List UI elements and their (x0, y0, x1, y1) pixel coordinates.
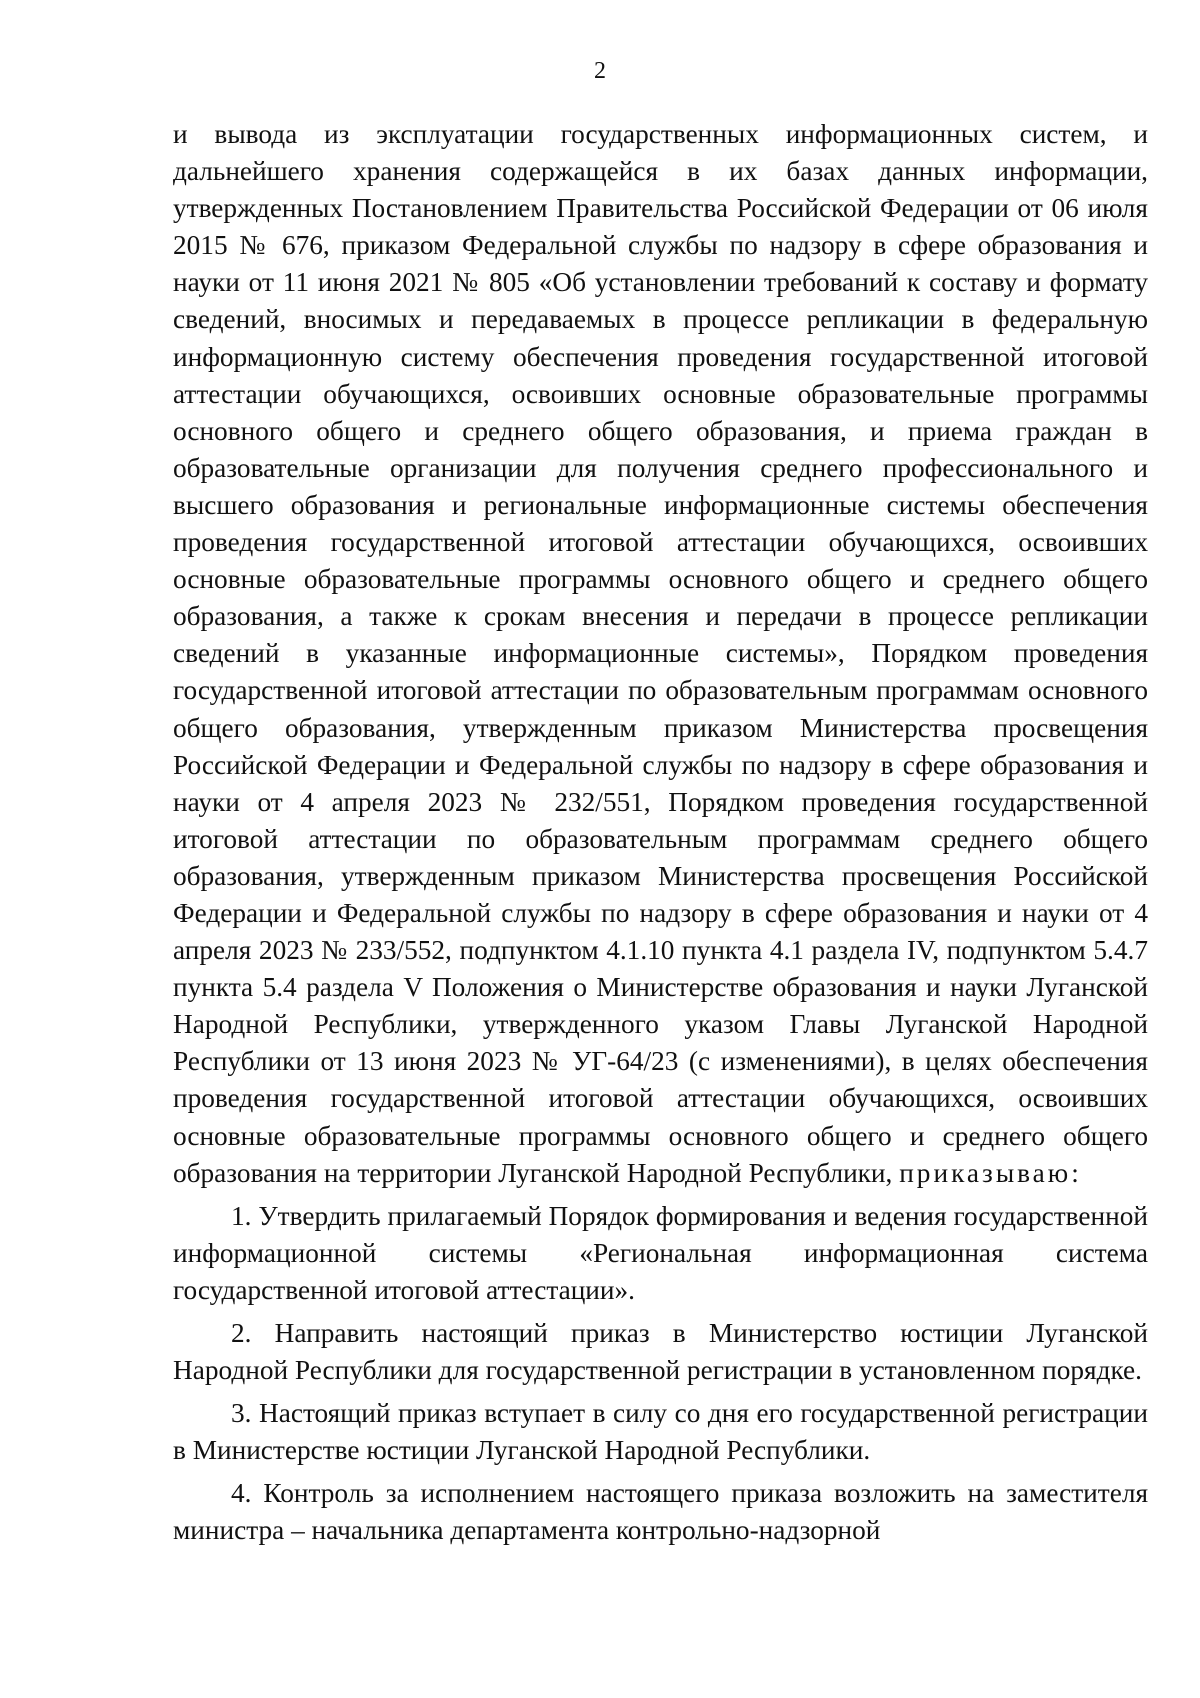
list-item: 1. Утвердить прилагаемый Порядок формирования и ведения государственной информационной системы «Региональная информационная система государственной итоговой аттестации». (173, 1200, 1148, 1305)
list-item: 3. Настоящий приказ вступает в силу со дня его государственной регистрации в Министерстве юстиции Луганской Народной Республики. (173, 1398, 1148, 1466)
intro-paragraph (173, 116, 1148, 1192)
list-item: 2. Направить настоящий приказ в Министерство юстиции Луганской Народной Республики для государственной регистрации в установленном порядке. (173, 1318, 1148, 1386)
list-item: 4. Контроль за исполнением настоящего приказа возложить на заместителя министра – начальника департамента контрольно-надзорной (173, 1478, 1148, 1546)
intro-text: и вывода из эксплуатации государственных информационных систем, и дальнейшего хранения содержащейся в их базах данных информации, утвержденных Постановлением Правительства Российской Федерации от 06 июля 2015 № 676, приказом Федеральной службы по надзору в сфере образования и науки от 11 июня 2021 № 805 «Об установлении требований к составу и формату сведений, вносимых и передаваемых в процессе репликации в федеральную информационную систему обеспечения проведения государственной итоговой аттестации обучающихся, освоивших основные образовательные программы основного общего и среднего общего образования, и приема граждан в образовательные организации для получения среднего профессионального и высшего образования и региональные информационные системы обеспечения проведения государственной итоговой аттестации обучающихся, освоивших основные образовательные программы основного общего и среднего общего образования, а также к срокам внесения и передачи в процессе репликации сведений в указанные информационные системы», Порядком проведения государственной итоговой аттестации по образовательным программам основного общего образования, утвержденным приказом Министерства просвещения Российской Федерации и Федеральной службы по надзору в сфере образования и науки от 4 апреля 2023 № 232/551, Порядком проведения государственной итоговой аттестации по образовательным программам среднего общего образования, утвержденным приказом Министерства просвещения Российской Федерации и Федеральной службы по надзору в сфере образования и науки от 4 апреля 2023 № 233/552, подпунктом 4.1.10 пункта 4.1 раздела IV, подпунктом 5.4.7 пункта 5.4 раздела V Положения о Министерстве образования и науки Луганской Народной Республики, утвержденного указом Главы Луганской Народной Республики от 13 июня 2023 № УГ-64/23 (с изменениями), в целях обеспечения проведения государственной итоговой аттестации обучающихся, освоивших основные образовательные программы основного общего и среднего общего образования на территории Луганской Народной Республики, (173, 119, 1148, 1188)
order-command: приказываю: (899, 1157, 1082, 1188)
page-number: 2 (594, 58, 606, 84)
document-body (173, 116, 1148, 1550)
